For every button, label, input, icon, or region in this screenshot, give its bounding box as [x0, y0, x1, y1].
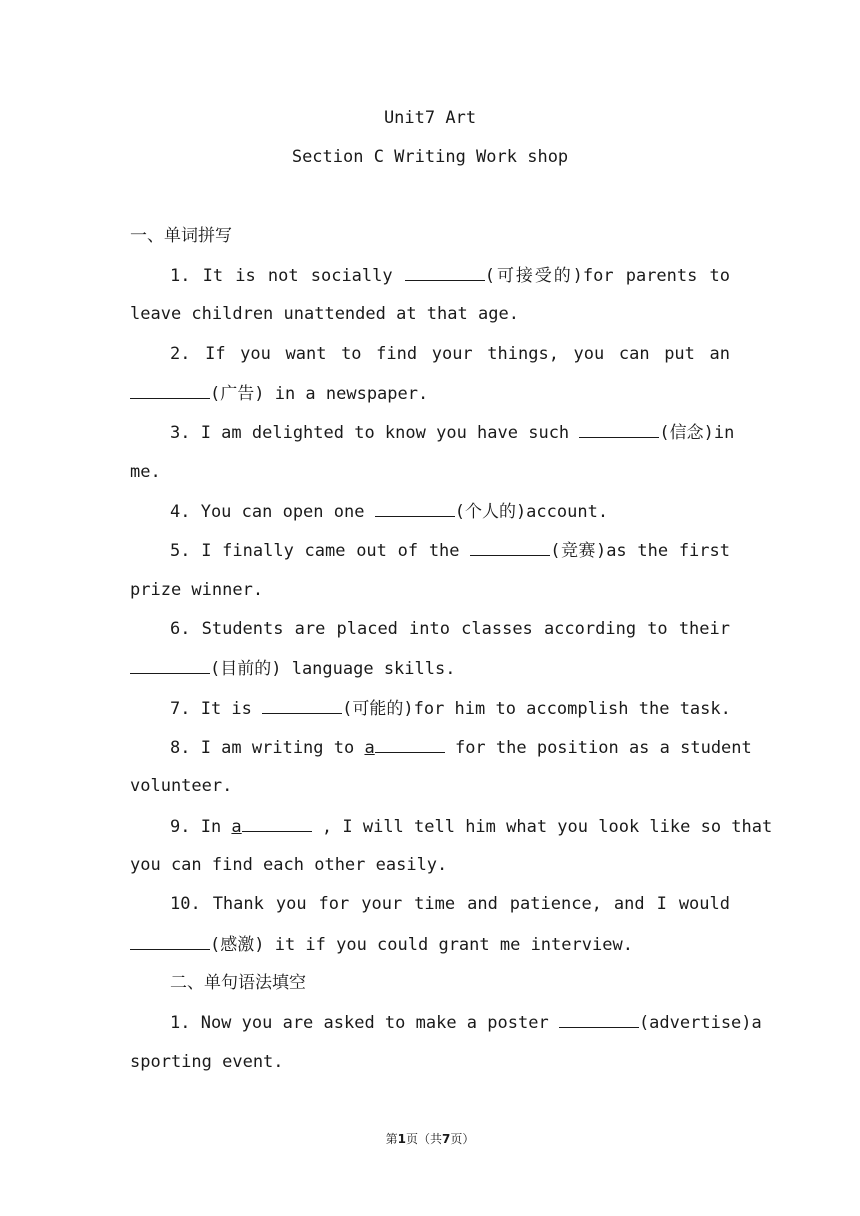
question-3-line-1 [170, 420, 735, 445]
question-9-text-a: 9. In [170, 817, 232, 837]
footer-total-pages: 7 [442, 1132, 451, 1146]
section-2-heading: 二、单句语法填空 [170, 973, 306, 993]
question-1-text-a: 1. It is not socially [170, 266, 405, 286]
answer-blank-9[interactable] [242, 814, 312, 832]
question-3-text-b: (信念)in [659, 423, 735, 443]
question-9-line-1 [170, 814, 773, 839]
grammar-question-1-text-b: (advertise)a [638, 1013, 762, 1033]
question-5-text-a: 5. I finally came out of the [170, 541, 471, 561]
question-2-line-1: 2. If you want to find your things, you can put an [170, 344, 730, 364]
question-1-line-2: leave children unattended at that age. [130, 304, 519, 324]
answer-blank-1[interactable] [405, 263, 485, 281]
answer-blank-8[interactable] [375, 735, 445, 753]
question-10-line-2 [130, 932, 730, 957]
grammar-answer-blank-1[interactable] [559, 1010, 639, 1028]
footer-page-number: 1 [397, 1132, 406, 1146]
question-8-hint-letter: a [364, 738, 375, 758]
question-5-line-1 [170, 538, 730, 563]
question-2-line-2 [130, 381, 730, 406]
section-title: Section C Writing Work shop [291, 147, 569, 167]
footer-suffix: 页） [450, 1132, 475, 1146]
answer-blank-6[interactable] [130, 656, 210, 674]
question-9-text-b: , I will tell him what you look like so that [311, 817, 773, 837]
question-8-text-a: 8. I am writing to [170, 738, 365, 758]
question-4-text-b: (个人的)account. [454, 502, 609, 522]
question-1-text-b: (可接受的)for parents to [484, 266, 730, 286]
footer-prefix: 第 [385, 1132, 398, 1146]
answer-blank-7[interactable] [262, 696, 342, 714]
question-9-line-2: you can find each other easily. [130, 855, 448, 875]
answer-blank-4[interactable] [375, 499, 455, 517]
question-10-text-b: (感激) it if you could grant me interview. [210, 935, 633, 955]
question-8-text-b: for the position as a student [444, 738, 752, 758]
answer-blank-2[interactable] [130, 381, 210, 399]
grammar-question-1-text-a: 1. Now you are asked to make a poster [170, 1013, 559, 1033]
answer-blank-10[interactable] [130, 932, 210, 950]
footer-mid: 页（共 [405, 1132, 442, 1146]
question-3-text-a: 3. I am delighted to know you have such [170, 423, 580, 443]
question-8-line-1 [170, 735, 752, 760]
answer-blank-5[interactable] [470, 538, 550, 556]
question-3-line-2: me. [130, 462, 161, 482]
question-1-line-1 [170, 263, 730, 288]
question-5-text-b: (竞赛)as the first [550, 541, 730, 561]
question-6-line-1: 6. Students are placed into classes according to their [170, 619, 730, 639]
unit-title: Unit7 Art [383, 108, 477, 128]
question-2-text-b: (广告) in a newspaper. [210, 384, 429, 404]
question-6-text-b: (目前的) language skills. [210, 659, 456, 679]
question-10-line-1: 10. Thank you for your time and patience, and I would [170, 894, 730, 914]
question-7-line-1 [170, 696, 730, 721]
question-9-hint-letter: a [231, 817, 242, 837]
grammar-question-1-line-2: sporting event. [130, 1052, 284, 1072]
question-7-text-b: (可能的)for him to accomplish the task. [342, 699, 731, 719]
answer-blank-3[interactable] [579, 420, 659, 438]
question-4-text-a: 4. You can open one [170, 502, 375, 522]
question-4-line-1 [170, 499, 730, 524]
question-5-line-2: prize winner. [130, 580, 264, 600]
question-6-line-2 [130, 656, 730, 681]
question-7-text-a: 7. It is [170, 699, 263, 719]
question-8-line-2: volunteer. [130, 776, 233, 796]
grammar-question-1-line-1 [170, 1010, 762, 1035]
section-1-heading: 一、单词拼写 [130, 226, 232, 246]
page-footer [0, 1131, 860, 1147]
